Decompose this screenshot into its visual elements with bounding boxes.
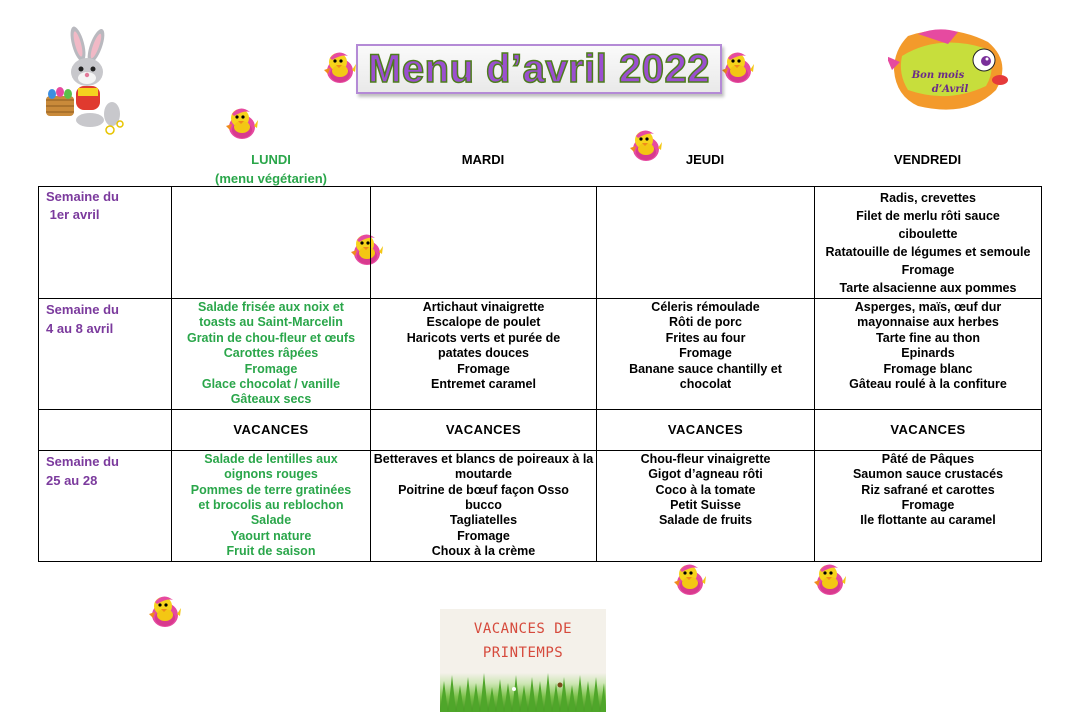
vacances-cell: VACANCES	[371, 409, 597, 450]
spring-holidays-picture	[440, 609, 606, 712]
menu-cell-vendredi	[815, 299, 1042, 410]
menu-item: Fromage	[901, 263, 955, 277]
menu-item: Artichaut vinaigrette	[422, 300, 545, 314]
menu-item: Fruit de saison	[226, 544, 316, 559]
menu-item: Radis, crevettes	[880, 191, 976, 205]
vacances-cell: VACANCES	[172, 409, 371, 450]
menu-item: Céleris rémoulade	[651, 300, 760, 314]
week-label-line: 1er avril	[46, 207, 100, 222]
menu-item: Chou-fleur vinaigrette	[640, 451, 771, 466]
menu-item: Entremet caramel	[431, 377, 536, 392]
day-header-vendredi: VENDREDI	[893, 152, 962, 167]
menu-item: Filet de merlu rôti sauce ciboulette	[856, 209, 1000, 241]
chick-icon	[808, 556, 850, 598]
day-note: (menu végétarien)	[215, 171, 327, 186]
chick-icon	[143, 588, 185, 630]
spring-text: PRINTEMPS	[482, 645, 564, 661]
menu-item: Riz safrané et carottes	[861, 482, 995, 497]
week-label-line: Semaine du	[46, 302, 119, 317]
week-label	[39, 299, 172, 410]
day-header-lundi	[172, 150, 370, 188]
menu-cell-mardi	[371, 450, 597, 561]
menu-item: Salade	[250, 513, 292, 528]
menu-item: Petit Suisse	[670, 498, 741, 513]
menu-item: Carottes râpées	[223, 346, 319, 361]
menu-item: Salade de lentilles aux oignons rouges	[204, 451, 338, 482]
menu-cell-vendredi	[815, 450, 1042, 561]
fish-text: Bon mois	[911, 70, 965, 81]
day-label: LUNDI	[251, 152, 291, 167]
table-row-week-4	[39, 450, 1042, 561]
menu-item: Tarte alsacienne aux pommes	[839, 281, 1017, 295]
menu-item: Tarte fine au thon	[876, 330, 980, 345]
menu-item: Gigot d’agneau rôti	[648, 467, 763, 482]
week-label-line: Semaine du	[46, 453, 119, 469]
menu-cell-jeudi	[597, 450, 815, 561]
menu-cell-mardi	[371, 299, 597, 410]
day-header-jeudi: JEUDI	[685, 152, 725, 167]
fish-text: d’Avril	[931, 84, 969, 95]
week-label	[39, 450, 172, 561]
menu-item: Gâteaux secs	[230, 392, 312, 407]
menu-item: Escalope de poulet	[426, 315, 541, 330]
menu-item: Banane sauce chantilly et chocolat	[629, 361, 782, 392]
menu-item: Salade de fruits	[658, 513, 753, 528]
week-label-line: 4 au 8 avril	[46, 321, 114, 336]
menu-item: Poitrine de bœuf façon Osso bucco	[398, 482, 569, 513]
page-title: Menu d’avril 2022	[356, 44, 722, 94]
table-row-week-2	[39, 299, 1042, 410]
menu-item: Fromage	[244, 361, 298, 376]
menu-cell-lundi	[172, 450, 371, 561]
april-fish-icon	[888, 26, 1014, 116]
day-header-mardi: MARDI	[461, 152, 505, 167]
menu-table	[38, 186, 1042, 562]
menu-item: Ratatouille de légumes et semoule	[825, 245, 1031, 259]
menu-item: Ile flottante au caramel	[860, 513, 996, 528]
menu-item: Fromage	[457, 361, 510, 376]
easter-bunny-icon	[40, 24, 130, 136]
menu-item: Tagliatelles	[449, 513, 518, 528]
grass-icon	[440, 671, 606, 712]
menu-item: Coco à la tomate	[655, 482, 756, 497]
week-label	[39, 409, 172, 450]
vacances-cell: VACANCES	[597, 409, 815, 450]
spring-text: VACANCES DE	[473, 621, 573, 637]
table-row-week-1	[39, 187, 1042, 299]
chick-icon	[220, 100, 262, 142]
menu-item: Pâté de Pâques	[881, 451, 975, 466]
menu-item: Haricots verts et purée de patates douces	[406, 330, 561, 361]
chick-icon	[716, 44, 758, 86]
menu-cell-lundi	[172, 299, 371, 410]
menu-item: Yaourt nature	[230, 528, 312, 543]
menu-item: Fromage	[901, 498, 955, 513]
menu-item: Fromage	[457, 528, 510, 543]
menu-item: Rôti de porc	[669, 315, 742, 330]
menu-item: Choux à la crème	[431, 544, 536, 559]
menu-item: Salade frisée aux noix et toasts au Saint-Marcelin	[198, 300, 344, 330]
menu-item: Pommes de terre gratinées et brocolis au reblochon	[190, 482, 352, 513]
menu-cell-lundi	[172, 187, 371, 299]
table-row-vacances	[39, 409, 1042, 450]
menu-item: Gâteau roulé à la confiture	[849, 377, 1007, 392]
menu-cell-vendredi	[815, 187, 1042, 299]
week-label	[39, 187, 172, 299]
menu-item: Asperges, maïs, œuf dur mayonnaise aux herbes	[854, 300, 1002, 330]
menu-item: Saumon sauce crustacés	[852, 467, 1004, 482]
menu-item: Fromage blanc	[883, 361, 973, 376]
vacances-cell: VACANCES	[815, 409, 1042, 450]
menu-item: Betteraves et blancs de poireaux à la moutarde	[373, 451, 594, 482]
chick-icon	[318, 44, 360, 86]
week-label-line: Semaine du	[46, 189, 119, 204]
menu-item: Epinards	[901, 346, 955, 361]
week-label-line: 25 au 28	[46, 472, 98, 488]
menu-item: Frites au four	[665, 330, 746, 345]
menu-item: Glace chocolat / vanille	[201, 377, 341, 392]
menu-cell-jeudi	[597, 299, 815, 410]
menu-item: Fromage	[679, 346, 732, 361]
menu-item: Gratin de chou-fleur et œufs	[186, 330, 356, 345]
menu-cell-mardi	[371, 187, 597, 299]
chick-icon	[668, 556, 710, 598]
menu-cell-jeudi	[597, 187, 815, 299]
